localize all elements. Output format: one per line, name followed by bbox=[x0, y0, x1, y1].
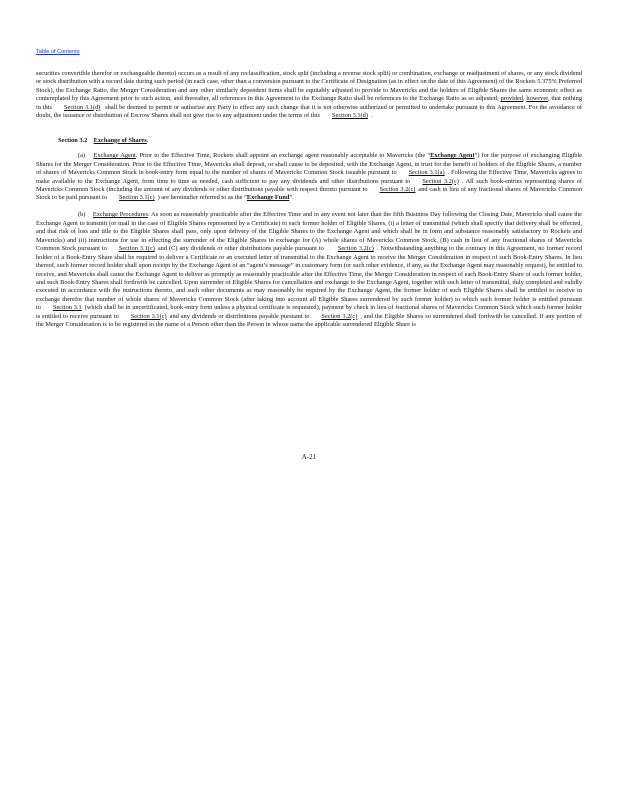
section-heading: Section 3.2 Exchange of Shares. bbox=[58, 136, 149, 144]
exchange-agent-definition: Exchange Agent bbox=[430, 152, 475, 160]
section-title: Exchange of Shares bbox=[93, 136, 147, 144]
exchange-fund-definition: Exchange Fund bbox=[246, 194, 290, 202]
section-3-1-d-link[interactable]: Section 3.1(d) bbox=[64, 103, 101, 111]
section-3-1-link[interactable]: Section 3.1 bbox=[52, 304, 82, 312]
section-3-1-d-link-2[interactable]: Section 3.1(d) bbox=[332, 112, 368, 120]
exchange-agent-heading: Exchange Agent bbox=[93, 152, 136, 160]
page-number: A-21 bbox=[301, 453, 317, 461]
section-3-2-c-link-b2[interactable]: Section 3.2(c) bbox=[321, 312, 358, 320]
exchange-procedures-heading: Exchange Procedures bbox=[92, 211, 148, 219]
section-3-2-c-link[interactable]: Section 3.2(c) bbox=[422, 177, 459, 185]
paragraph-continuation: securities convertible therefor or exchangeable thereto) occurs as a result of any reclassification, stock split (including a reverse stock split) or combination, exchange or readjustment of shares, or any stock dividend or stock distribution with a record date during such period (in each case, other than a conversion pursuant to the Certificate of Designation (as in effect on the date of this Agreement) of the Rockets 5.375% Preferred Stock), the Exchange Ratio, the Merger Consideration and any other similarly dependent items shall be equitably adjusted to provide to Mavericks and the holders of Eligible Shares the same economic effect as contemplated by this Agreement prior to such action, and thereafter, all references in this Agreement to the Exchange Ratio shall be references to the Exchange Ratio as so adjusted; provided, however, that nothing in this Section 3.1(d) shall be deemed to permit or authorize any Party to effect any such change that it is not otherwise authorized or permitted to undertake pursuant to this Agreement. For the avoidance of doubt, the issuance or distribution of Escrow Shares shall not give rise to any adjustment under the terms of this Section 3.1(d) . bbox=[36, 70, 583, 120]
section-3-1-c-link-b2[interactable]: Section 3.1(c) bbox=[130, 312, 167, 320]
paragraph-exchange-procedures: (b) Exchange Procedures. As soon as reasonably practicable after the Effective Time and in any event not later than the fifth Business Day following the Closing Date, Mavericks shall cause the Exchange Agent to transmit (or mail in the case of Eligible Shares represented by a Certificate) to each former holder of Eligible Shares, (i) a letter of transmittal (which shall specify that delivery shall be effected, and that risk of loss and title to the Eligible Shares shall pass, only upon delivery of the Eligible Shares to the Exchange Agent and which shall be in form and substance reasonably satisfactory to Rockets and Mavericks) and (ii) instructions for use in effecting the surrender of the Eligible Shares in exchange for (A) whole shares of Mavericks Common Stock, (B) cash in lieu of any fractional shares of Mavericks Common Stock pursuant to Section 3.1(c) and (C) any dividends or other distributions payable pursuant to Section 3.2(c) . Notwithstanding anything to the contrary in this Agreement, no former record holder of a Book-Entry Share shall be required to deliver a Certificate or an executed letter of transmittal to the Exchange Agent to receive the Merger Consideration in respect of such Book-Entry Shares. In lieu thereof, such former record holder shall upon receipt by the Exchange Agent of an “agent’s message” in customary form (or such other evidence, if any, as the Exchange Agent may reasonably request), be entitled to receive, and Mavericks shall cause the Exchange Agent to deliver as promptly as reasonably practicable after the Effective Time, the Merger Consideration in respect of each Book-Entry Share of such former holder, and such Book-Entry Shares shall forthwith be cancelled. Upon surrender of Eligible Shares for cancellation and exchange to the Exchange Agent, together with such letter of transmittal, duly completed and validly executed in accordance with the instructions thereto, and such other documents as may reasonably be required by the Exchange Agent, the former holder of such Eligible Shares shall be entitled to receive in exchange therefor that number of whole shares of Mavericks Common Stock (after taking into account all Eligible Shares surrendered by such former holder) to which such former holder is entitled pursuant to Section 3.1 (which shall be in uncertificated, book-entry form unless a physical certificate is requested), payment by check in lieu of fractional shares of Mavericks Common Stock which such former holder is entitled to receive pursuant to Section 3.1(c) and any dividends or distributions payable pursuant to Section 3.2(c) , and the Eligible Shares so surrendered shall forthwith be cancelled. If any portion of the Merger Consideration is to be registered in the name of a Person other than the Person in whose name the applicable surrendered Eligible Share is bbox=[36, 211, 583, 329]
document-body bbox=[36, 70, 582, 338]
section-3-1-a-link[interactable]: Section 3.1(a) bbox=[408, 169, 445, 177]
provided-term: provided bbox=[500, 95, 524, 103]
section-3-1-c-link-b1[interactable]: Section 3.1(c) bbox=[118, 245, 155, 253]
paragraph-exchange-agent: (a) Exchange Agent. Prior to the Effective Time, Rockets shall appoint an exchange agent reasonably acceptable to Mavericks (the “Exchange Agent”) for the purpose of exchanging Eligible Shares for the Merger Consideration. Prior to the Effective Time, Mavericks shall deposit, or shall cause to be deposited, with the Exchange Agent, in trust for the benefit of holders of the Eligible Shares, a number of shares of Mavericks Common Stock in book-entry form equal to the number of shares of Mavericks Common Stock issuable pursuant to Section 3.1(a) . Following the Effective Time, Mavericks agrees to make available to the Exchange Agent, from time to time as needed, cash sufficient to pay any dividends and other distributions pursuant to Section 3.2(c) . All such book-entries representing shares of Mavericks Common Stock (including the amount of any dividends or other distributions payable with respect thereto pursuant to Section 3.2(c) and cash in lieu of any fractional shares of Mavericks Common Stock to be paid pursuant to Section 3.1(c) ) are hereinafter referred to as the “Exchange Fund”. bbox=[36, 152, 583, 202]
however-term: however bbox=[526, 95, 548, 103]
section-number: Section 3.2 bbox=[58, 136, 88, 144]
section-3-2-c-link-b1[interactable]: Section 3.2(c) bbox=[337, 245, 374, 253]
table-of-contents-link[interactable]: Table of Contents bbox=[36, 49, 80, 55]
section-3-2-c-link-2[interactable]: Section 3.2(c) bbox=[379, 185, 416, 193]
section-3-1-c-link[interactable]: Section 3.1(c) bbox=[119, 194, 155, 202]
